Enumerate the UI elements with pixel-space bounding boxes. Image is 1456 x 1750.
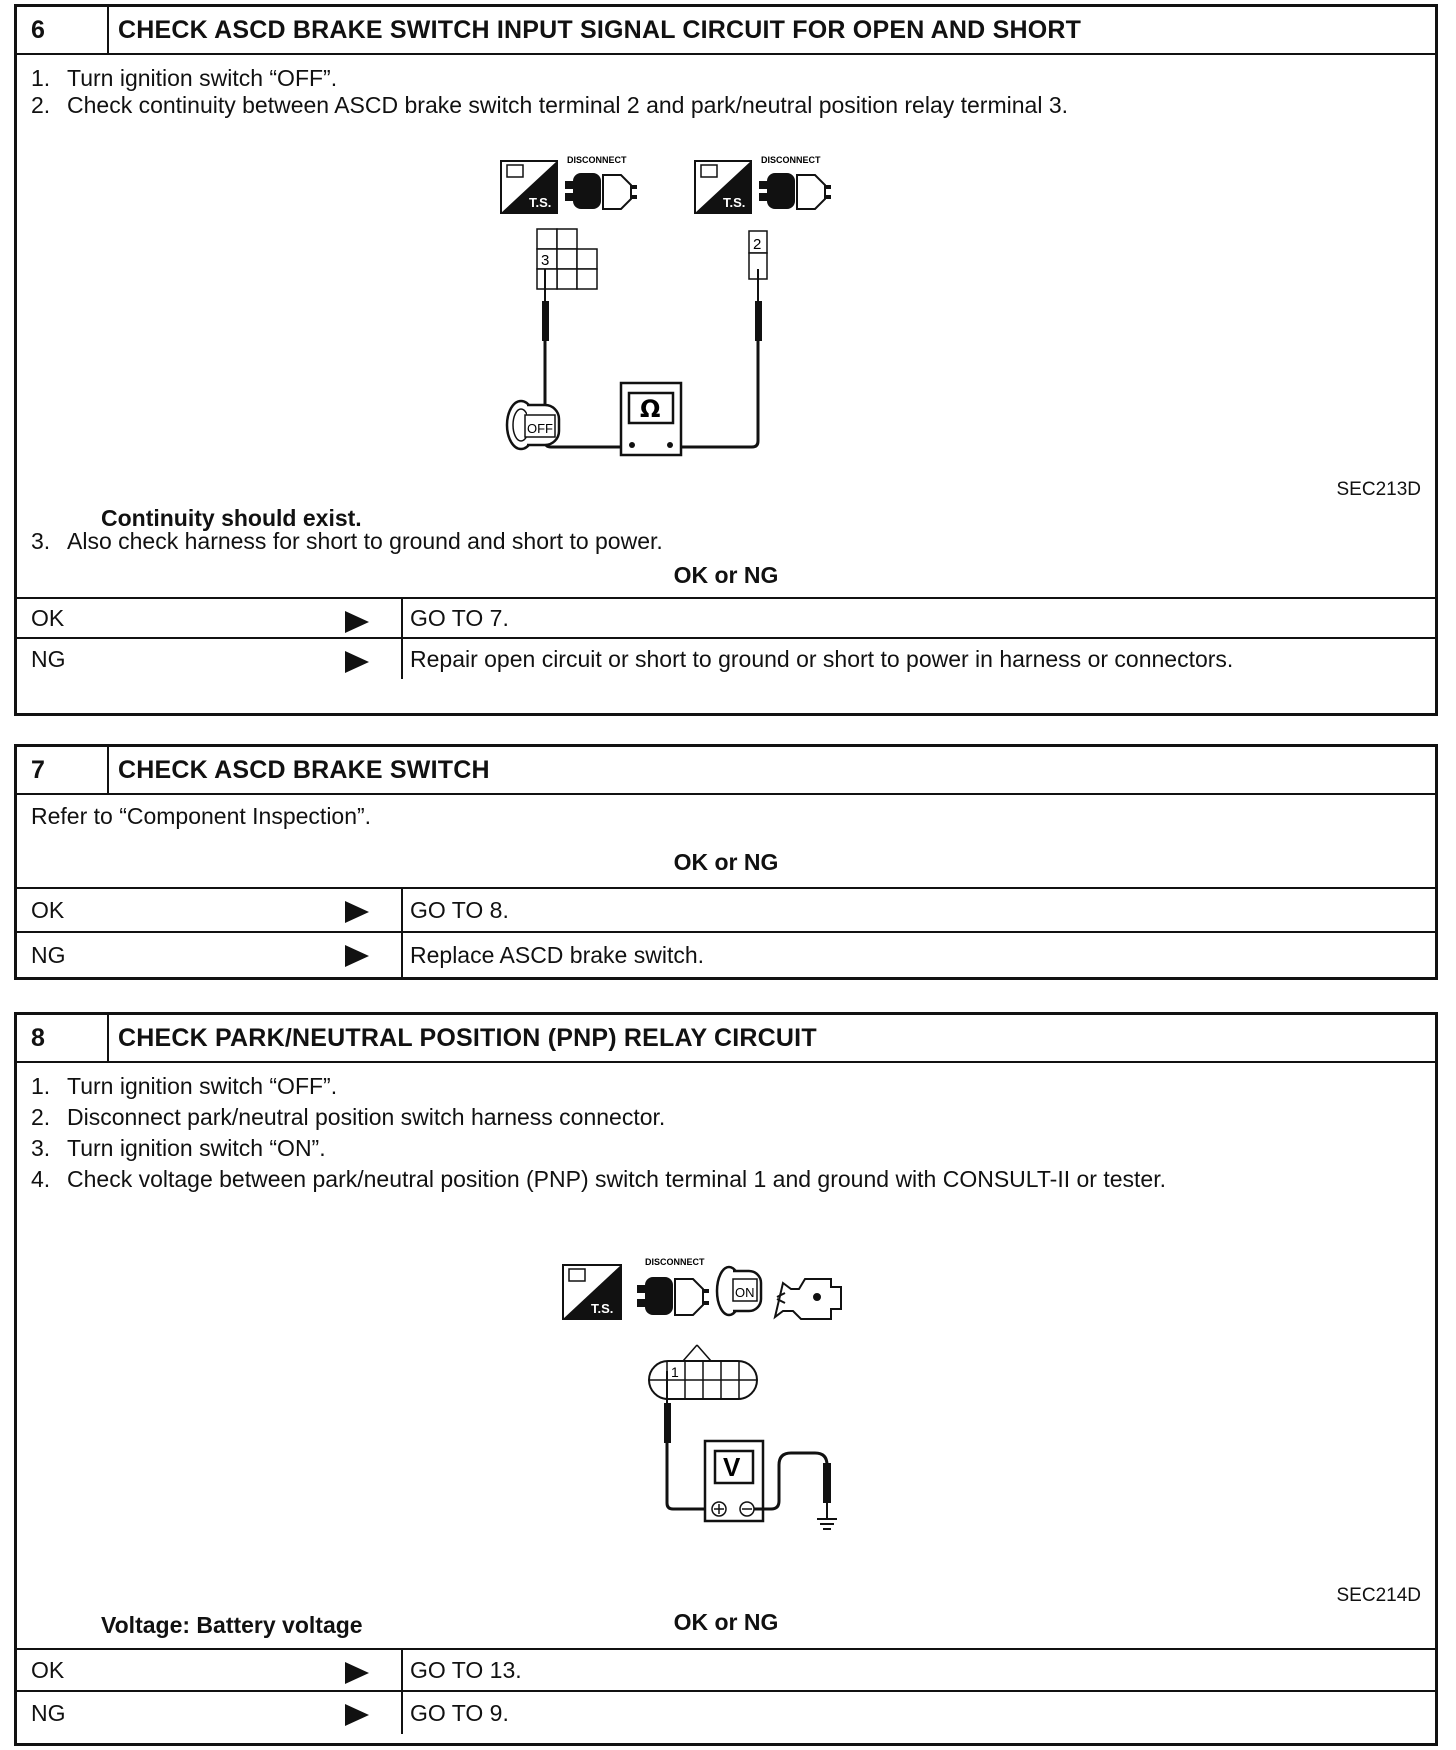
svg-text:T.S.: T.S.	[529, 195, 552, 210]
arrow-right-icon	[345, 651, 369, 673]
step-7-box	[14, 744, 1438, 980]
step-6-body	[17, 55, 1435, 549]
svg-text:T.S.: T.S.	[591, 1301, 614, 1316]
ground-icon	[817, 1519, 837, 1529]
instruction-line: 2. Check continuity between ASCD brake switch terminal 2 and park/neutral position relay terminal 3.	[31, 92, 1068, 118]
disconnect-icon	[565, 155, 637, 209]
figure-id: SEC213D	[1336, 479, 1421, 500]
voltage-check-diagram	[557, 1253, 907, 1553]
result-key: NG	[31, 941, 66, 968]
svg-text:ON: ON	[735, 1285, 755, 1300]
result-key: NG	[31, 1699, 66, 1726]
svg-text:V: V	[723, 1452, 741, 1482]
arrow-right-icon	[345, 901, 369, 923]
instruction-line: 3. Also check harness for short to ground and short to power.	[31, 528, 663, 554]
result-key: OK	[31, 1656, 65, 1683]
spec-text: Continuity should exist.	[101, 505, 362, 531]
result-row-ng	[17, 933, 1435, 977]
figure-id: SEC214D	[1336, 1585, 1421, 1606]
svg-text:DISCONNECT: DISCONNECT	[567, 155, 627, 165]
svg-text:Ω: Ω	[640, 395, 661, 423]
result-row-ok	[17, 599, 1435, 639]
result-value: GO TO 9.	[410, 1699, 509, 1726]
step-title: CHECK ASCD BRAKE SWITCH	[118, 755, 490, 784]
instruction-line: Refer to “Component Inspection”.	[31, 803, 372, 829]
ok-or-ng-label: OK or NG	[673, 1609, 779, 1635]
result-value: GO TO 7.	[410, 604, 509, 631]
arrow-right-icon	[345, 611, 369, 633]
step-8-header	[17, 1015, 1435, 1063]
result-row-ok	[17, 1650, 1435, 1692]
ts-icon	[695, 161, 751, 213]
arrow-right-icon	[345, 945, 369, 967]
disconnect-icon	[759, 155, 831, 209]
step-number: 7	[17, 747, 109, 793]
terminal-label: 2	[753, 236, 762, 253]
ignition-key-on-icon	[717, 1267, 761, 1315]
arrow-right-icon	[345, 1662, 369, 1684]
step-8-body	[17, 1063, 1435, 1657]
svg-text:DISCONNECT: DISCONNECT	[645, 1257, 705, 1267]
arrow-right-icon	[345, 1704, 369, 1726]
result-row-ng	[17, 1692, 1435, 1734]
svg-text:DISCONNECT: DISCONNECT	[761, 155, 821, 165]
step-7-header	[17, 747, 1435, 795]
result-key: OK	[31, 896, 65, 923]
instruction-line: 2. Disconnect park/neutral position switch harness connector.	[31, 1104, 666, 1130]
step-number: 6	[17, 7, 109, 53]
instruction-line: 1. Turn ignition switch “OFF”.	[31, 1073, 338, 1099]
result-value: GO TO 13.	[410, 1656, 522, 1683]
ignition-key-off-icon	[503, 395, 569, 455]
result-value: Replace ASCD brake switch.	[410, 941, 705, 968]
step-6-header	[17, 7, 1435, 55]
result-value: GO TO 8.	[410, 896, 509, 923]
step-number: 8	[17, 1015, 109, 1061]
result-row-ok	[17, 889, 1435, 933]
spec-text: Voltage: Battery voltage	[101, 1612, 363, 1638]
result-row-ng	[17, 639, 1435, 679]
svg-text:OFF: OFF	[527, 421, 553, 436]
step-8-box	[14, 1012, 1438, 1746]
svg-text:T.S.: T.S.	[723, 195, 746, 210]
instruction-line: 1. Turn ignition switch “OFF”.	[31, 65, 338, 91]
disconnect-icon	[637, 1257, 709, 1315]
result-key: OK	[31, 604, 65, 631]
result-key: NG	[31, 645, 66, 672]
result-value: Repair open circuit or short to ground or short to power in harness or connectors.	[410, 645, 1234, 672]
ok-or-ng-label: OK or NG	[673, 562, 779, 588]
ohmmeter-icon	[621, 383, 681, 455]
step-7-body	[17, 795, 1435, 889]
ok-or-ng-label: OK or NG	[673, 849, 779, 875]
terminal-label: 3	[541, 252, 550, 269]
ts-icon	[563, 1265, 621, 1319]
engine-icon	[775, 1279, 841, 1319]
step-title: CHECK ASCD BRAKE SWITCH INPUT SIGNAL CIRCUIT FOR OPEN AND SHORT	[118, 15, 1082, 44]
instruction-line: 3. Turn ignition switch “ON”.	[31, 1135, 326, 1161]
pnp-switch-connector	[649, 1361, 757, 1399]
terminal-label: 1	[671, 1364, 679, 1380]
step-title: CHECK PARK/NEUTRAL POSITION (PNP) RELAY CIRCUIT	[118, 1023, 817, 1052]
step-6-box	[14, 4, 1438, 716]
instruction-line: 4. Check voltage between park/neutral position (PNP) switch terminal 1 and ground with CONSULT-II or tester.	[31, 1166, 1166, 1192]
ts-icon	[501, 161, 557, 213]
